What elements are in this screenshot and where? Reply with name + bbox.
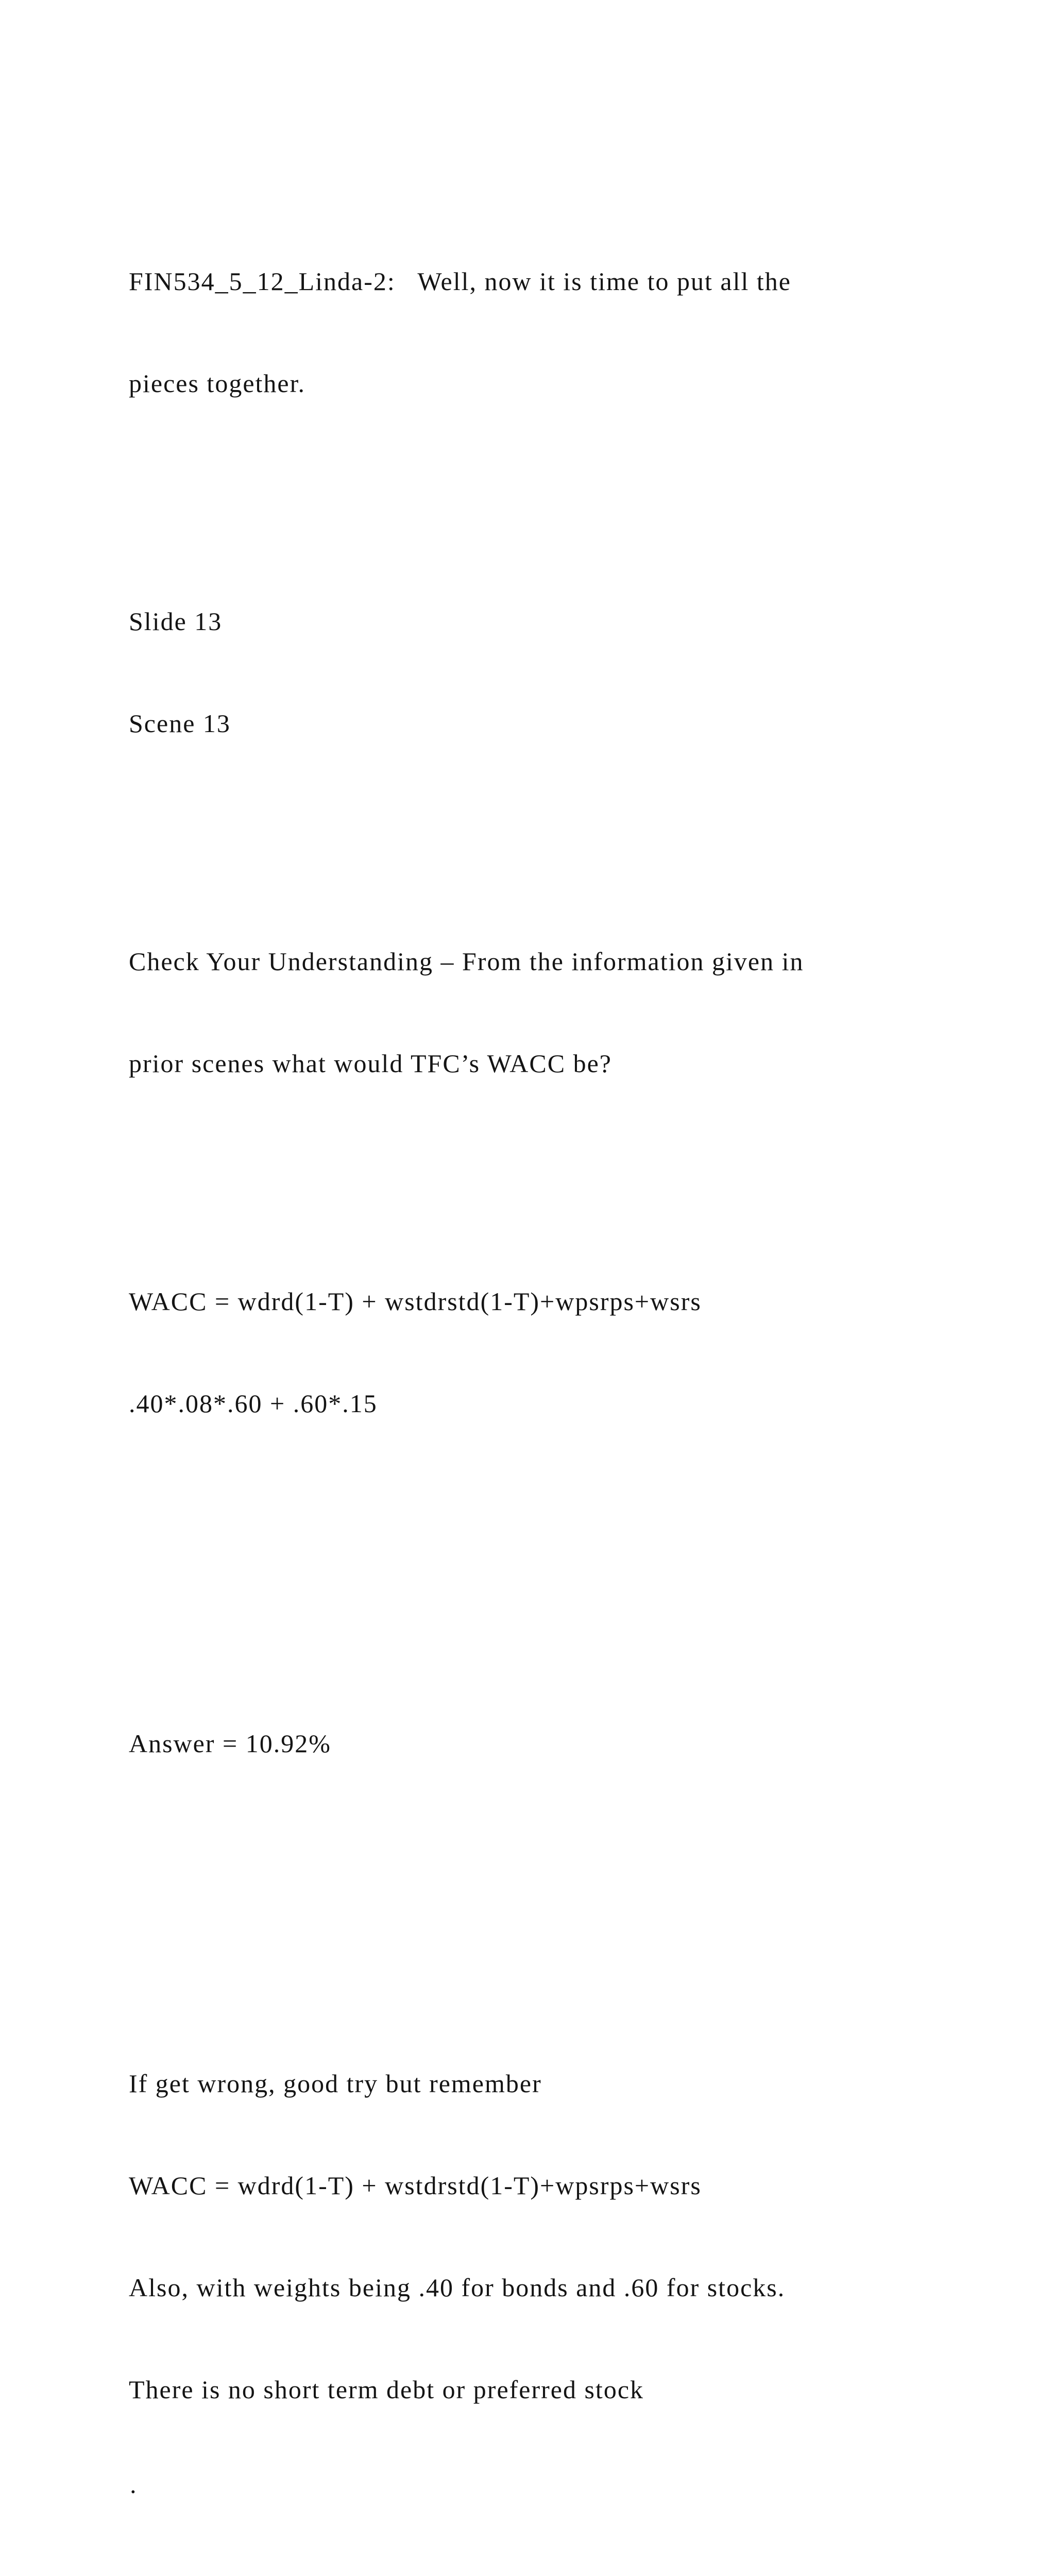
- blank-line: [129, 468, 974, 502]
- intro-line: FIN534_5_12_Linda-2: Well, now it is time to put all the: [129, 267, 791, 296]
- document-body: [129, 162, 974, 2576]
- feedback-line: If get wrong, good try but remember: [129, 2069, 542, 2098]
- question-line: prior scenes what would TFC’s WACC be?: [129, 1049, 612, 1078]
- blank-line: [129, 1488, 974, 1522]
- bullet-marker: ·: [129, 2477, 139, 2506]
- feedback-line: There is no short term debt or preferred stock: [129, 2375, 644, 2404]
- slide-heading: Slide 13: [129, 607, 223, 636]
- intro-line: pieces together.: [129, 369, 305, 398]
- blank-line: [129, 1148, 974, 1182]
- formula-line: .40*.08*.60 + .60*.15: [129, 1389, 378, 1418]
- blank-line: [129, 1590, 974, 1624]
- answer-line: Answer = 10.92%: [129, 1729, 331, 1758]
- blank-line: [129, 808, 974, 842]
- blank-line: [129, 1828, 974, 1862]
- feedback-line: Also, with weights being .40 for bonds and .60 for stocks.: [129, 2273, 786, 2302]
- scene-heading: Scene 13: [129, 709, 231, 738]
- feedback-line: WACC = wdrd(1-T) + wstdrstd(1-T)+wpsrps+wsrs: [129, 2171, 702, 2200]
- blank-line: [129, 1930, 974, 1964]
- question-line: Check Your Understanding – From the information given in: [129, 947, 804, 976]
- formula-line: WACC = wdrd(1-T) + wstdrstd(1-T)+wpsrps+wsrs: [129, 1287, 702, 1316]
